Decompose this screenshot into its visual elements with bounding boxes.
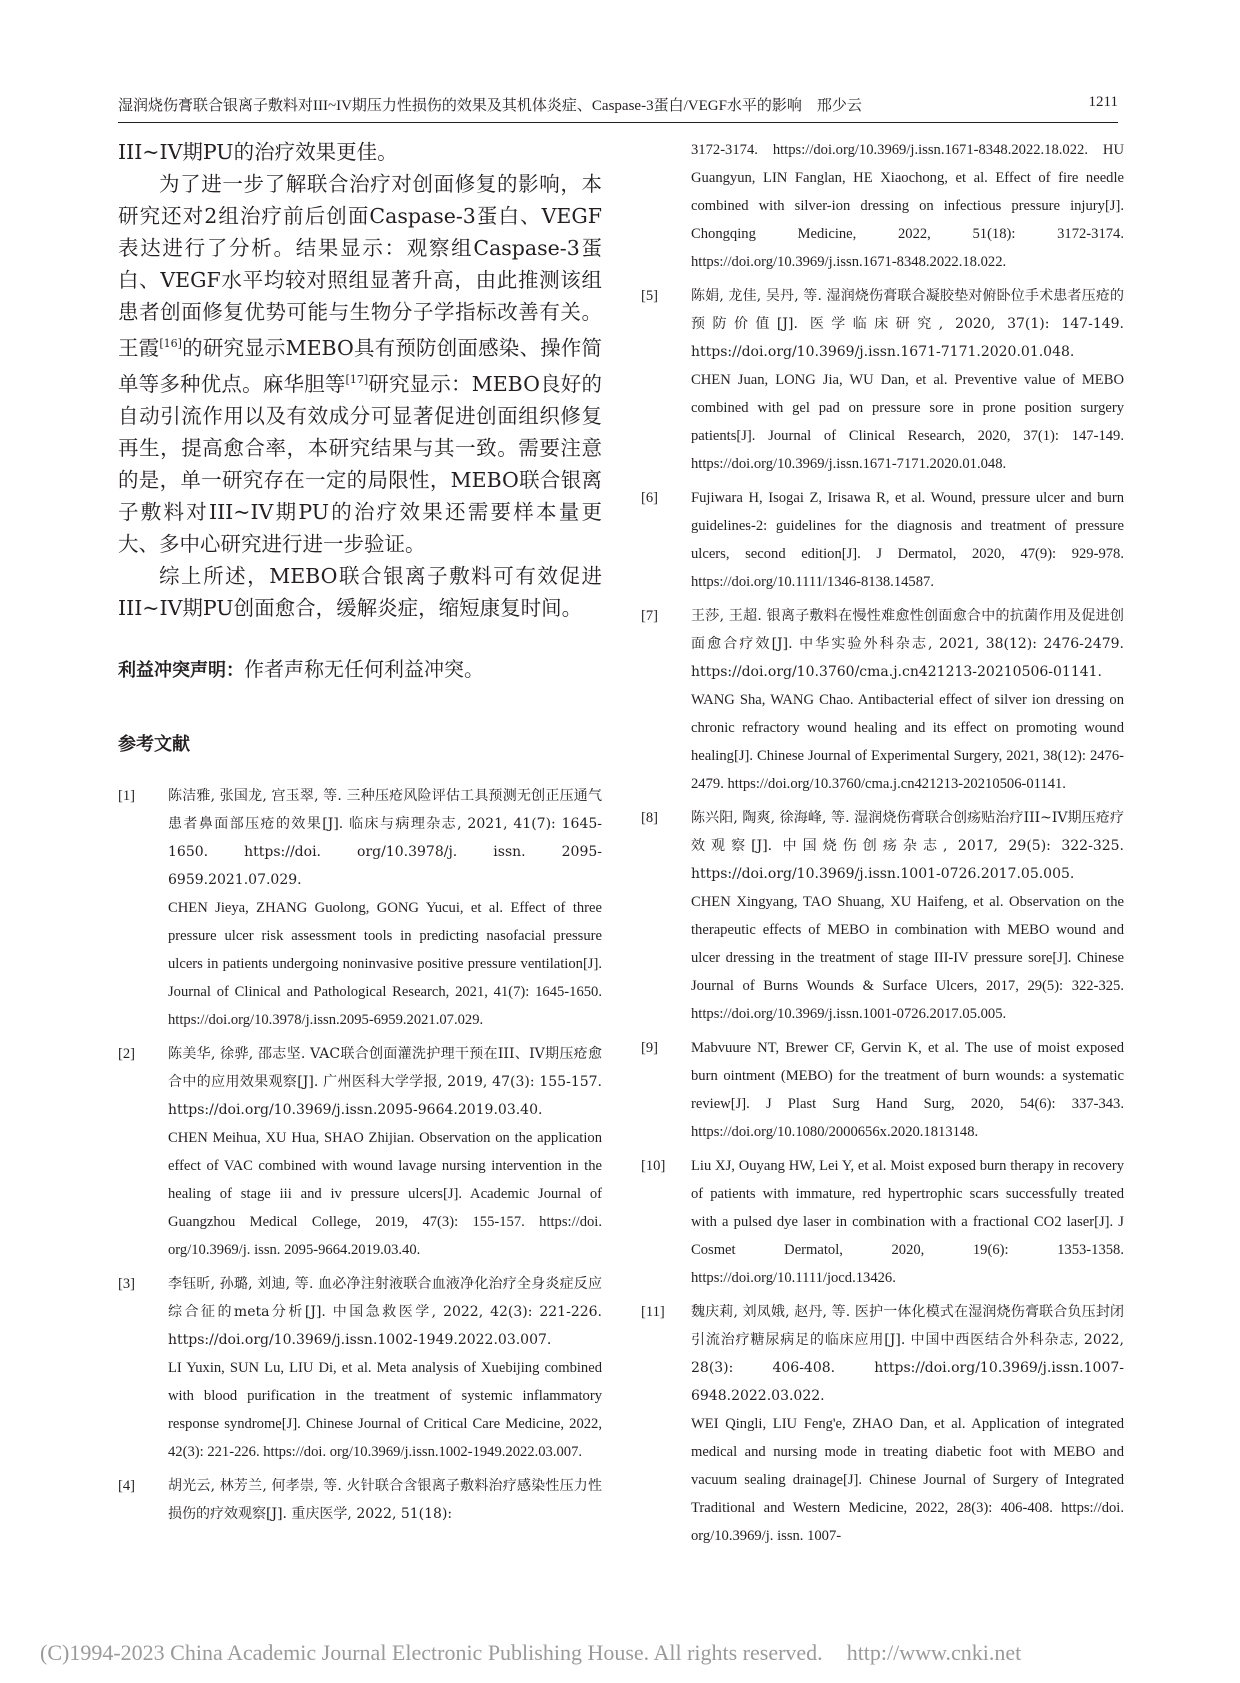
reference-text-en: CHEN Juan, LONG Jia, WU Dan, et al. Preventive value of MEBO combined with gel pad on pressure sore in prone position surgery patients[J]. Journal of Clinical Research, 2020, 37(1): 147-149. https://doi.org/10.3969/j.issn.1671-7171.2020.01.048. xyxy=(691,372,1124,472)
page-number: 1211 xyxy=(1088,94,1118,110)
paragraph-3: 综上所述，MEBO联合银离子敷料可有效促进III~IV期PU创面愈合，缓解炎症，缩短康复时间。 xyxy=(118,563,602,620)
reference-number: [4] xyxy=(118,1477,136,1494)
reference-number: [2] xyxy=(118,1045,136,1062)
reference-item xyxy=(118,1472,602,1528)
paragraph-2-part-c: 研究显示：MEBO良好的自动引流作用以及有效成分可显著促进创面组织修复再生，提高愈合率，本研究结果与其一致。需要注意的是，单一研究存在一定的局限性，MEBO联合银离子敷料对III~IV期PU的治疗效果还需要样本量更大、多中心研究进行进一步验证。 xyxy=(118,371,602,556)
reference-text-en: CHEN Xingyang, TAO Shuang, XU Haifeng, et al. Observation on the therapeutic effects of MEBO in combination with MEBO wound and ulcer dressing in the treatment of stage III-IV pressure sore[J]. Chinese Journal of Burns Wounds & Surface Ulcers, 2017, 29(5): 322-325. https://doi.org/10.3969/j.issn.1001-0726.2017.05.005. xyxy=(691,894,1124,1022)
reference-text-cn: 李钰昕, 孙璐, 刘迪, 等. 血必净注射液联合血液净化治疗全身炎症反应综合征的meta分析[J]. 中国急救医学, 2022, 42(3): 221-226. https://doi.org/10.3969/j.issn.1002-1949.2022.03.007. xyxy=(168,1275,602,1348)
reference-item xyxy=(641,282,1124,478)
reference-text-en: CHEN Jieya, ZHANG Guolong, GONG Yucui, et al. Effect of three pressure ulcer risk assessment tools in predicting nasofacial pressure ulcers in patients undergoing noninvasive positive pressure ventilation[J]. Journal of Clinical and Pathological Research, 2021, 41(7): 1645-1650. https://doi.org/10.3978/j.issn.2095-6959.2021.07.029. xyxy=(168,899,602,1028)
paragraph-2-part-a: 为了进一步了解联合治疗对创面修复的影响，本研究还对2组治疗前后创面Caspase-3蛋白、VEGF表达进行了分析。结果显示：观察组Caspase-3蛋白、VEGF水平均较对照组显著升高，由此推测该组患者创面修复优势可能与生物分子学指标改善有关。王霞 xyxy=(118,172,602,360)
reference-number: [10] xyxy=(641,1158,666,1174)
citation-17: [17] xyxy=(345,372,369,386)
reference-item xyxy=(641,1152,1124,1292)
reference-item xyxy=(641,136,1124,276)
reference-number: [9] xyxy=(641,1040,659,1056)
reference-text-cn: 王莎, 王超. 银离子敷料在慢性难愈性创面愈合中的抗菌作用及促进创面愈合疗效[J]. 中华实验外科杂志, 2021, 38(12): 2476-2479. https://doi.org/10.3760/cma.j.cn421213-20210506-01141. xyxy=(691,608,1124,680)
reference-text-en: 3172-3174. https://doi.org/10.3969/j.issn.1671-8348.2022.18.022. HU Guangyun, LIN Fanglan, HE Xiaochong, et al. Effect of fire needle combined with silver-ion dressing on infectious pressure injury[J]. Chongqing Medicine, 2022, 51(18): 3172-3174. https://doi.org/10.3969/j.issn.1671-8348.2022.18.022. xyxy=(691,142,1124,270)
citation-16: [16] xyxy=(159,337,182,350)
reference-item xyxy=(641,1034,1124,1146)
reference-item xyxy=(641,484,1124,596)
paragraph-1: III~IV期PU的治疗效果更佳。 xyxy=(118,140,398,164)
reference-text-en: Mabvuure NT, Brewer CF, Gervin K, et al. The use of moist exposed burn ointment (MEBO) for the treatment of burn wounds: a systematic review[J]. J Plast Surg Hand Surg, 2020, 54(6): 337-343. https://doi.org/10.1080/2000656x.2020.1813148. xyxy=(691,1040,1124,1140)
footer xyxy=(40,1640,1021,1666)
reference-text-cn: 胡光云, 林芳兰, 何孝崇, 等. 火针联合含银离子敷料治疗感染性压力性损伤的疗效观察[J]. 重庆医学, 2022, 51(18): xyxy=(168,1477,602,1522)
conflict-statement xyxy=(118,654,602,686)
conflict-text: 作者声称无任何利益冲突。 xyxy=(244,656,484,681)
reference-text-cn: 魏庆莉, 刘凤娥, 赵丹, 等. 医护一体化模式在湿润烧伤膏联合负压封闭引流治疗糖尿病足的临床应用[J]. 中国中西医结合外科杂志, 2022, 28(3): 406-408. https://doi.org/10.3969/j.issn.1007-6948.2022.03.022. xyxy=(691,1304,1124,1404)
left-column xyxy=(118,136,602,1534)
running-header xyxy=(118,92,1118,123)
footer-url[interactable]: http://www.cnki.net xyxy=(846,1640,1022,1665)
references-list-left xyxy=(118,782,602,1528)
reference-item xyxy=(641,804,1124,1028)
reference-item xyxy=(118,1270,602,1466)
footer-copyright: (C)1994-2023 China Academic Journal Electronic Publishing House. All rights reserved. xyxy=(40,1640,823,1665)
conflict-label: 利益冲突声明： xyxy=(118,659,244,681)
reference-text-en: Liu XJ, Ouyang HW, Lei Y, et al. Moist exposed burn therapy in recovery of patients with immature, red hypertrophic scars successfully treated with a pulsed dye laser in combination with a fractional CO2 laser[J]. J Cosmet Dermatol, 2020, 19(6): 1353-1358. https://doi.org/10.1111/jocd.13426. xyxy=(691,1158,1124,1286)
reference-text-cn: 陈兴阳, 陶爽, 徐海峰, 等. 湿润烧伤膏联合创疡贴治疗III~IV期压疮疗效观察[J]. 中国烧伤创疡杂志, 2017, 29(5): 322-325. https://doi.org/10.3969/j.issn.1001-0726.2017.05.005. xyxy=(691,810,1124,882)
reference-number: [11] xyxy=(641,1304,665,1320)
references-list-right xyxy=(641,136,1124,1550)
reference-item xyxy=(641,602,1124,798)
references-heading: 参考文献 xyxy=(118,733,190,755)
reference-text-en: WEI Qingli, LIU Feng'e, ZHAO Dan, et al. Application of integrated medical and nursing mode in treating diabetic foot with MEBO and vacuum sealing drainage[J]. Chinese Journal of Surgery of Integrated Traditional and Western Medicine, 2022, 28(3): 406-408. https://doi. org/10.3969/j. issn. 1007- xyxy=(691,1416,1124,1544)
reference-text-cn: 陈娟, 龙佳, 吴丹, 等. 湿润烧伤膏联合凝胶垫对俯卧位手术患者压疮的预防价值[J]. 医学临床研究, 2020, 37(1): 147-149. https://doi.org/10.3969/j.issn.1671-7171.2020.01.048. xyxy=(691,288,1124,360)
reference-number: [5] xyxy=(641,288,659,304)
reference-item xyxy=(118,782,602,1034)
reference-number: [8] xyxy=(641,810,659,826)
reference-text-cn: 陈洁雅, 张国龙, 宫玉翠, 等. 三种压疮风险评估工具预测无创正压通气患者鼻面部压疮的效果[J]. 临床与病理杂志, 2021, 41(7): 1645-1650. https://doi. org/10.3978/j. issn. 2095-6959.2021.07.029. xyxy=(168,787,602,888)
reference-text-cn: 陈美华, 徐骅, 邵志坚. VAC联合创面灌洗护理干预在III、IV期压疮愈合中的应用效果观察[J]. 广州医科大学学报, 2019, 47(3): 155-157. https://doi.org/10.3969/j.issn.2095-9664.2019.03.40. xyxy=(168,1045,602,1118)
reference-text-en: Fujiwara H, Isogai Z, Irisawa R, et al. Wound, pressure ulcer and burn guidelines-2: guidelines for the diagnosis and treatment of pressure ulcers, second edition[J]. J Dermatol, 2020, 47(9): 929-978. https://doi.org/10.1111/1346-8138.14587. xyxy=(691,490,1124,590)
reference-text-en: CHEN Meihua, XU Hua, SHAO Zhijian. Observation on the application effect of VAC combined with wound lavage nursing intervention in the healing of stage iii and iv pressure ulcers[J]. Academic Journal of Guangzhou Medical College, 2019, 47(3): 155-157. https://doi. org/10.3969/j. issn. 2095-9664.2019.03.40. xyxy=(168,1129,602,1258)
reference-text-en: WANG Sha, WANG Chao. Antibacterial effect of silver ion dressing on chronic refractory wound healing and its effect on promoting wound healing[J]. Chinese Journal of Experimental Surgery, 2021, 38(12): 2476-2479. https://doi.org/10.3760/cma.j.cn421213-20210506-01141. xyxy=(691,692,1124,792)
right-column xyxy=(641,136,1124,1556)
reference-number: [1] xyxy=(118,787,136,804)
paragraph-2-part-b: 的研究显示MEBO具有预防创面感染、操作简单等多种优点。麻华胆等 xyxy=(118,335,602,396)
reference-number: [3] xyxy=(118,1275,136,1292)
reference-text-en: LI Yuxin, SUN Lu, LIU Di, et al. Meta analysis of Xuebijing combined with blood purification in the treatment of systemic inflammatory response syndrome[J]. Chinese Journal of Critical Care Medicine, 2022, 42(3): 221-226. https://doi. org/10.3969/j.issn.1002-1949.2022.03.007. xyxy=(168,1359,602,1460)
reference-item xyxy=(641,1298,1124,1550)
running-title: 湿润烧伤膏联合银离子敷料对III~IV期压力性损伤的效果及其机体炎症、Caspase-3蛋白/VEGF水平的影响 邢少云 xyxy=(118,98,862,114)
paragraph-2 xyxy=(118,168,602,560)
reference-number: [6] xyxy=(641,490,659,506)
reference-number: [7] xyxy=(641,608,659,624)
reference-item xyxy=(118,1040,602,1264)
